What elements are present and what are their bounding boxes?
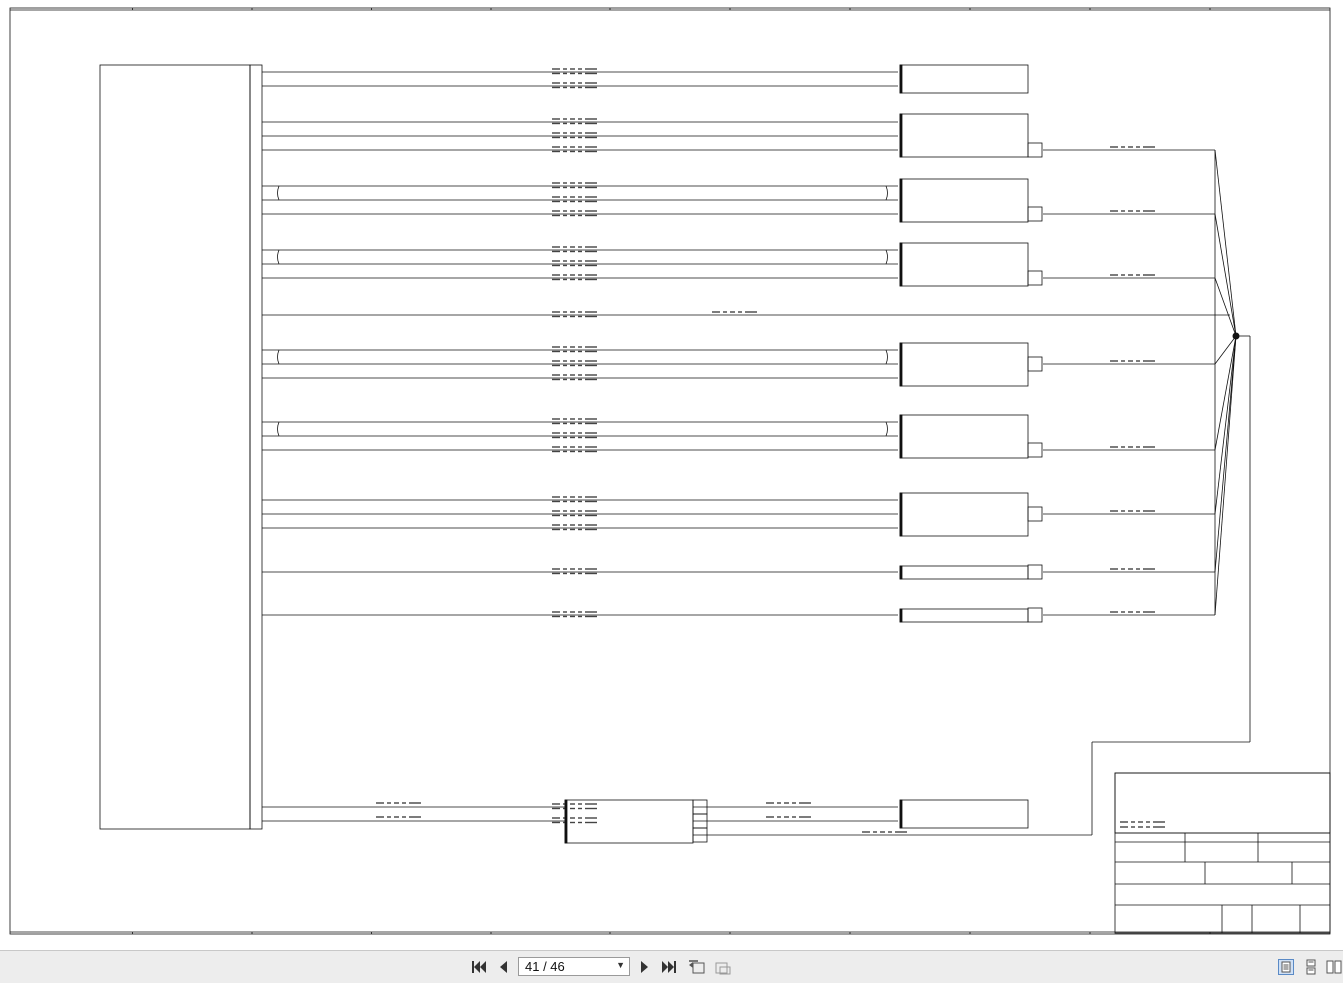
facing-pages-view-icon[interactable] [1325, 959, 1343, 975]
twist-bracket [886, 350, 888, 364]
twist-bracket [278, 350, 280, 364]
component-box [900, 343, 1028, 386]
component-side-connector [1028, 608, 1042, 622]
chevron-down-icon: ▼ [616, 960, 625, 970]
next-page-icon[interactable] [636, 959, 654, 975]
component-side-connector [1028, 565, 1042, 579]
ground-return-wire [1215, 214, 1236, 336]
single-page-view-icon[interactable] [1277, 959, 1295, 975]
twist-bracket [886, 186, 888, 200]
continuous-view-icon[interactable] [1302, 959, 1320, 975]
twist-bracket [886, 250, 888, 264]
component-connector-edge [900, 114, 902, 157]
go-back-view-icon[interactable] [688, 959, 706, 975]
component-box [900, 114, 1028, 157]
component-connector-edge [900, 343, 902, 386]
component-box [900, 800, 1028, 828]
twist-bracket [886, 422, 888, 436]
twist-bracket [278, 422, 280, 436]
first-page-icon[interactable] [470, 959, 488, 975]
page-number-select[interactable] [518, 957, 630, 976]
splice-node [1233, 333, 1240, 340]
component-box [900, 415, 1028, 458]
component-connector-edge [900, 415, 902, 458]
component-connector-edge [900, 179, 902, 222]
title-block-outline [1115, 773, 1330, 933]
last-page-icon[interactable] [660, 959, 678, 975]
controller-connector-strip [250, 65, 262, 829]
component-side-connector [1028, 207, 1042, 221]
go-forward-view-icon[interactable] [714, 959, 732, 975]
component-connector-edge [900, 493, 902, 536]
page-number-value: 41 / 46 [525, 959, 565, 974]
component-connector-edge [900, 243, 902, 286]
component-box [565, 800, 693, 843]
component-connector-edge [900, 800, 902, 828]
twist-bracket [278, 250, 280, 264]
viewer-toolbar [0, 950, 1343, 983]
component-connector-edge [565, 800, 567, 843]
component-connector-edge [900, 609, 902, 622]
ground-return-wire [1215, 336, 1236, 450]
component-connector-edge [900, 566, 902, 579]
component-connector-edge [900, 65, 902, 93]
ground-return-wire [1215, 336, 1236, 615]
component-side-connector [1028, 507, 1042, 521]
component-side-connector [1028, 357, 1042, 371]
component-side-connector [1028, 443, 1042, 457]
component-box [900, 566, 1028, 579]
controller-body-outline [100, 65, 250, 829]
component-box [900, 609, 1028, 622]
title-block-logo-area [1115, 773, 1330, 833]
previous-page-icon[interactable] [494, 959, 512, 975]
component-box [900, 65, 1028, 93]
component-side-connector [1028, 143, 1042, 157]
twist-bracket [278, 186, 280, 200]
component-box [900, 179, 1028, 222]
component-box [900, 243, 1028, 286]
component-side-connector [1028, 271, 1042, 285]
component-box [900, 493, 1028, 536]
ground-return-wire [1215, 336, 1236, 572]
ground-return-wire [1215, 336, 1236, 514]
